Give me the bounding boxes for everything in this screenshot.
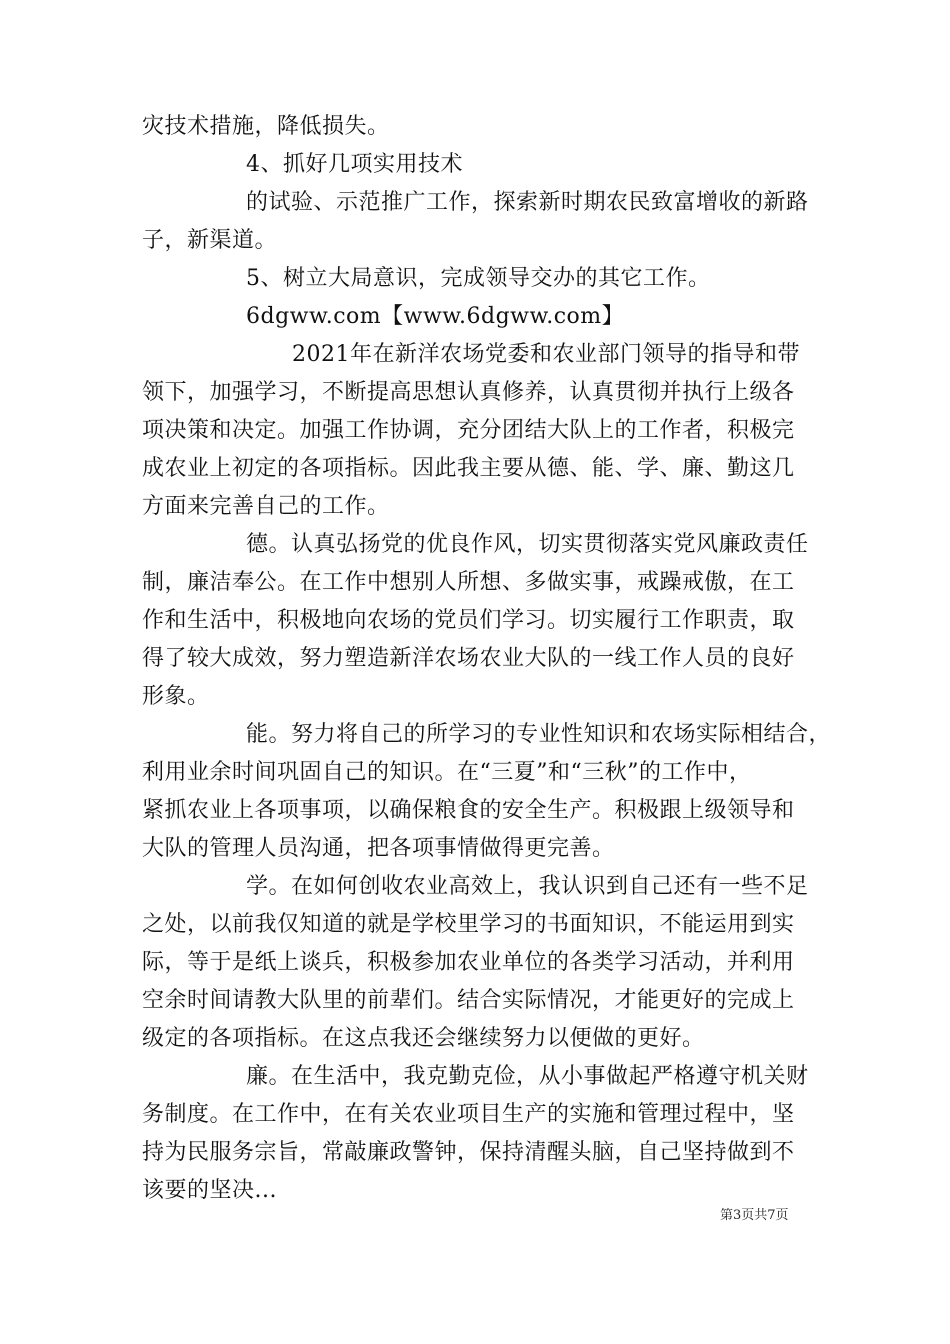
text-line: 的试验、示范推广工作，探索新时期农民致富增收的新路 xyxy=(246,190,809,215)
text-line: 利用业余时间巩固自己的知识。在“三夏”和“三秋”的工作中， xyxy=(142,760,752,785)
text-line: 作和生活中，积极地向农场的党员们学习。切实履行工作职责，取 xyxy=(142,608,795,633)
text-line: 子，新渠道。 xyxy=(142,228,278,253)
page-number: 第3页共7页 xyxy=(720,1208,789,1223)
text-line: 方面来完善自己的工作。 xyxy=(142,494,390,519)
text-line: 形象。 xyxy=(142,684,210,709)
text-line: 大队的管理人员沟通，把各项事情做得更完善。 xyxy=(142,836,615,861)
text-line: 务制度。在工作中，在有关农业项目生产的实施和管理过程中，坚 xyxy=(142,1102,795,1127)
text-line: 领下，加强学习，不断提高思想认真修养，认真贯彻并执行上级各 xyxy=(142,380,795,405)
text-line: 学。在如何创收农业高效上，我认识到自己还有一些不足 xyxy=(246,874,809,899)
text-line: 之处，以前我仅知道的就是学校里学习的书面知识，不能运用到实 xyxy=(142,912,795,937)
text-line: 际，等于是纸上谈兵，积极参加农业单位的各类学习活动，并利用 xyxy=(142,950,795,975)
text-line: 廉。在生活中，我克勤克俭，从小事做起严格遵守机关财 xyxy=(246,1064,809,1089)
text-line: 6dgww.com【www.6dgww.com】 xyxy=(246,304,625,329)
text-line: 2021年在新洋农场党委和农业部门领导的指导和带 xyxy=(292,342,800,367)
text-line: 能。努力将自己的所学习的专业性知识和农场实际相结合， xyxy=(246,722,832,747)
text-line: 4、抓好几项实用技术 xyxy=(246,152,463,177)
text-line: 持为民服务宗旨，常敲廉政警钟，保持清醒头脑，自己坚持做到不 xyxy=(142,1140,795,1165)
text-line: 该要的坚决... xyxy=(142,1178,277,1203)
text-line: 德。认真弘扬党的优良作风，切实贯彻落实党风廉政责任 xyxy=(246,532,809,557)
text-line: 空余时间请教大队里的前辈们。结合实际情况，才能更好的完成上 xyxy=(142,988,795,1013)
text-line: 级定的各项指标。在这点我还会继续努力以便做的更好。 xyxy=(142,1026,705,1051)
text-line: 5、树立大局意识，完成领导交办的其它工作。 xyxy=(246,266,711,291)
text-line: 紧抓农业上各项事项，以确保粮食的安全生产。积极跟上级领导和 xyxy=(142,798,795,823)
text-line: 制，廉洁奉公。在工作中想别人所想、多做实事，戒躁戒傲，在工 xyxy=(142,570,795,595)
document-page xyxy=(142,108,832,1210)
text-line: 项决策和决定。加强工作协调，充分团结大队上的工作者，积极完 xyxy=(142,418,795,443)
text-line: 灾技术措施，降低损失。 xyxy=(142,114,390,139)
text-line: 得了较大成效，努力塑造新洋农场农业大队的一线工作人员的良好 xyxy=(142,646,795,671)
text-line: 成农业上初定的各项指标。因此我主要从德、能、学、廉、勤这几 xyxy=(142,456,795,481)
